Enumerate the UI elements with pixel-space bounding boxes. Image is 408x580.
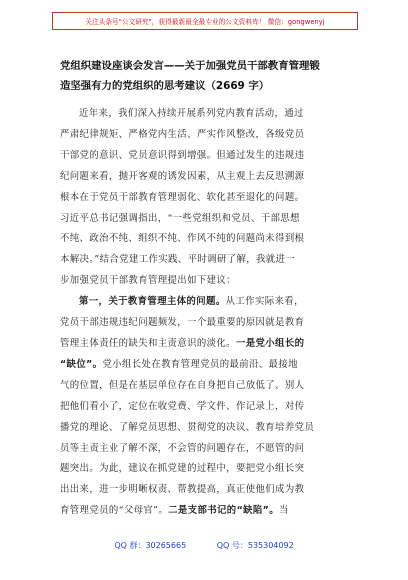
emphasis-text: “缺位”。 (60, 358, 103, 370)
body-line (60, 355, 360, 376)
body-text: 党小组长处在教育管理党员的最前沿、最接地 (102, 358, 298, 370)
body-line: 出出来，进一步明晰权责、帮教提高，真正使他们成为教 (60, 484, 305, 496)
body-line: 干部党的意识、党员意识得到增强。但通过发生的违规违 (60, 149, 305, 161)
body-line: 不纯、政治不纯、组织不纯、作风不纯的问题尚未得到根 (60, 233, 305, 245)
body-line: 步加强党员干部教育管理提出如下建议： (60, 275, 236, 287)
title-line-1: 党组织建设座谈会发言——关于加强党员干部教育管理锻 (60, 60, 320, 72)
qq-group-text: QQ 群：30265665 (114, 541, 187, 550)
body-line: 习近平总书记强调指出，“一些党组织和党员、干部思想 (60, 212, 300, 224)
body-line: 纪问题来看，抛开客观的诱发因素，从主观上去反思溯源 (60, 170, 305, 182)
body-line: 把他们看小了，定位在收党费、学文件、作记录上，对传 (60, 400, 305, 412)
emphasis-text: 一是党小组长的 (235, 337, 305, 349)
body-line (60, 334, 360, 355)
body-line (60, 292, 360, 313)
header-banner (52, 12, 358, 30)
title-line-2: 造坚强有力的党组织的思考建议（2669 字） (60, 80, 270, 92)
emphasis-text: 二是支部书记的“缺陷”。 (168, 505, 280, 517)
body-line: 播党的理论、了解党员思想、贯彻党的决议、教育培养党员 (60, 421, 315, 433)
paragraph-first-point (60, 292, 360, 522)
body-line: 题突出。为此，建议在抓党建的过程中，要把党小组长突 (60, 463, 305, 475)
qq-number-text: QQ 号：535304092 (216, 541, 294, 550)
document-title (60, 56, 360, 96)
body-text: 管理主体责任的缺失和主责意识的淡化。 (60, 337, 236, 349)
body-line: 员等主责主业了解不深，不会管的问题存在，不愿管的问 (60, 442, 305, 454)
section-heading: 第一，关于教育管理主体的问题。 (79, 296, 226, 308)
body-text: 当 (279, 505, 289, 517)
body-line: 根本在于党员干部教育管理弱化、软化甚至退化的问题。 (60, 191, 305, 203)
document-body (60, 104, 360, 522)
body-line: 严肃纪律规矩、严格党内生活、严实作风整改，各级党员 (60, 128, 305, 140)
body-line: 气的位置，但是在基层单位存在自身把自己放低了、别人 (60, 379, 305, 391)
body-text: 育管理党员的“父母官”。 (60, 505, 169, 517)
body-line: 党员干部违规违纪问题频发，一个最重要的原因就是教育 (60, 317, 305, 329)
header-banner-text: 关注头条号"公文研究"，获得最新最全最专业的公文资料库！ 微信：gongwenyj (85, 18, 325, 26)
body-line (60, 501, 360, 522)
body-line: 近年来，我们深入持续开展系列党内教育活动，通过 (79, 108, 304, 119)
paragraph-intro (60, 104, 360, 292)
body-line: 本解决。”结合党建工作实践、平时调研了解，我就进一 (60, 254, 296, 266)
footer-contact (0, 540, 408, 556)
body-text: 从工作实际来看， (225, 296, 304, 308)
